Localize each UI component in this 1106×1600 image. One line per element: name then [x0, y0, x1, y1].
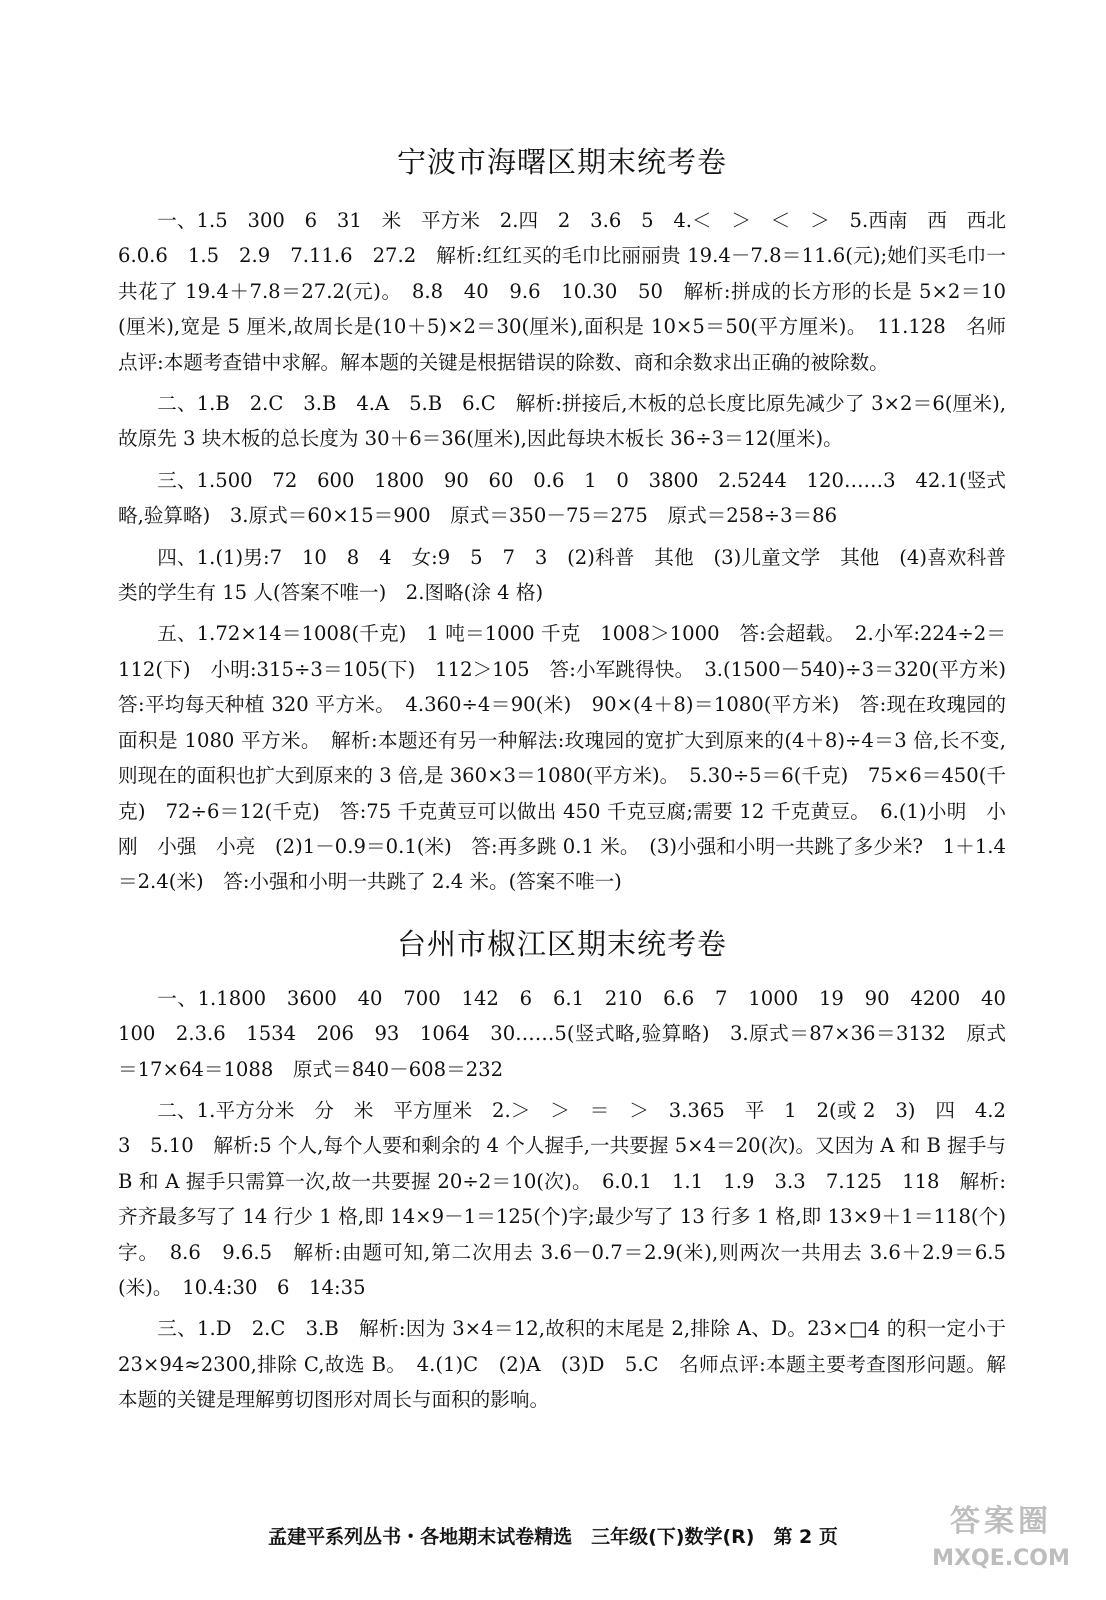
answer-paragraph: 一、1.1800 3600 40 700 142 6 6.1 210 6.6 7 1000 19 90 4200 40 100 2.3.6 1534 206 93 1064 30……5(竖式略,验算略) 3.原式＝87×36＝3132 原式＝17×64＝1088 原式＝840－608＝232	[118, 986, 1026, 1081]
watermark-logo-text: 答案圈	[950, 1504, 1052, 1539]
section-taizhou-answers	[118, 981, 1026, 1418]
answer-paragraph: 三、1.500 72 600 1800 90 60 0.6 1 0 3800 2.5244 120……3 42.1(竖式略,验算略) 3.原式＝60×15＝900 原式＝350－75＝275 原式＝258÷3＝86	[118, 468, 1006, 528]
answer-paragraph: 一、1.5 300 6 31 米 平方米 2.四 2 3.6 5 4.＜ ＞ ＜ ＞ 5.西南 西 西北 6.0.6 1.5 2.9 7.11.6 27.2 解析:红红买的毛巾比丽丽贵 19.4－7.8＝11.6(元);她们买毛巾一共花了 19.4＋7.8＝27.2(元)。 8.8 40 9.6 10.30 50 解析:拼成的长方形的长是 5×2＝10(厘米),宽是 5 厘米,故周长是(10＋5)×2＝30(厘米),面积是 10×5＝50(平方厘米)。 11.128 名师点评:本题考查错中求解。解本题的关键是根据错误的除数、商和余数求出正确的被除数。	[118, 209, 1026, 374]
section-title-ningbo: 宁波市海曙区期末统考卷	[396, 145, 727, 179]
answer-paragraph: 四、1.(1)男:7 10 8 4 女:9 5 7 3 (2)科普 其他 (3)儿童文学 其他 (4)喜欢科普类的学生有 15 人(答案不唯一) 2.图略(涂 4 格)	[118, 545, 1006, 605]
site-watermark	[926, 1500, 1076, 1590]
section-title-taizhou: 台州市椒江区期末统考卷	[396, 926, 727, 961]
answer-paragraph: 二、1.平方分米 分 米 平方厘米 2.＞ ＞ ＝ ＞ 3.365 平 1 2(或 2 3) 四 4.2 3 5.10 解析:5 个人,每个人要和剩余的 4 个人握手,一共要握 5×4＝20(次)。又因为 A 和 B 握手与 B 和 A 握手只需算一次,故一共要握 20÷2＝10(次)。 6.0.1 1.1 1.9 3.3 7.125 118 解析:齐齐最多写了 14 行少 1 格,即 14×9－1＝125(个)字;最少写了 13 行多 1 格,即 13×9＋1＝118(个)字。 8.6 9.6.5 解析:由题可知,第二次用去 3.6－0.7＝2.9(米),则两次一共用去 3.6＋2.9＝6.5(米)。 10.4:30 6 14:35	[118, 1098, 1026, 1299]
answer-paragraph: 二、1.B 2.C 3.B 4.A 5.B 6.C 解析:拼接后,木板的总长度比原先减少了 3×2＝6(厘米),故原先 3 块木板的总长度为 30＋6＝36(厘米),因此每块木板长 36÷3＝12(厘米)。	[118, 392, 1006, 451]
answer-paragraph: 五、1.72×14＝1008(千克) 1 吨＝1000 千克 1008＞1000 答:会超载。 2.小军:224÷2＝112(下) 小明:315÷3＝105(下) 112＞105 答:小军跳得快。 3.(1500－540)÷3＝320(平方米) 答:平均每天种植 320 平方米。 4.360÷4＝90(米) 90×(4＋8)＝1080(平方米) 答:现在玫瑰园的面积是 1080 平方米。 解析:本题还有另一种解法:玫瑰园的宽扩大到原来的(4＋8)÷4＝3 倍,长不变,则现在的面积也扩大到原来的 3 倍,是 360×3＝1080(平方米)。 5.30÷5＝6(千克) 75×6＝450(千克) 72÷6＝12(千克) 答:75 千克黄豆可以做出 450 千克豆腐;需要 12 千克黄豆。 6.(1)小明 小刚 小强 小亮 (2)1－0.9＝0.1(米) 答:再多跳 0.1 米。 (3)小强和小明一共跳了多少米? 1＋1.4＝2.4(米) 答:小强和小明一共跳了 2.4 米。(答案不唯一)	[118, 622, 1026, 894]
section-ningbo-answers	[118, 203, 1026, 900]
page-footer: 孟建平系列丛书・各地期末试卷精选 三年级(下)数学(R) 第 2 页	[268, 1526, 838, 1548]
answer-paragraph: 三、1.D 2.C 3.B 解析:因为 3×4＝12,故积的末尾是 2,排除 A、D。23×□4 的积一定小于 23×94≈2300,排除 C,故选 B。 4.(1)C (2)A (3)D 5.C 名师点评:本题主要考查图形问题。解本题的关键是理解剪切图形对周长与面积的影响。	[118, 1317, 1006, 1412]
watermark-url: MXQE.COM	[932, 1546, 1070, 1571]
